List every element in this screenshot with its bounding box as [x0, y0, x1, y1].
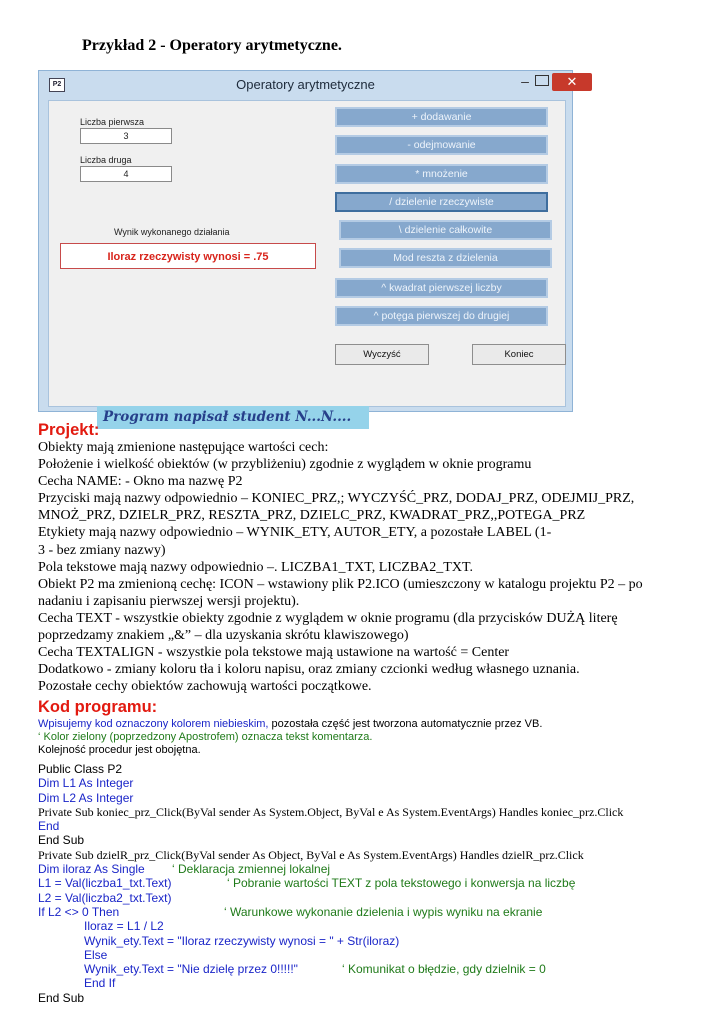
projekt-body — [38, 439, 698, 695]
app-icon: P2 — [49, 78, 65, 92]
projekt-heading: Projekt: — [38, 421, 100, 439]
code-line: Wynik_ety.Text = "Iloraz rzeczywisty wynosi = " + Str(iloraz) — [84, 933, 400, 948]
code-line: Else — [84, 947, 108, 962]
code-line: L1 = Val(liczba1_txt.Text) — [38, 876, 172, 891]
label-first-number: Liczba pierwsza — [80, 117, 145, 127]
kod-note-order: Kolejność procedur jest obojętna. — [38, 744, 201, 756]
app-window-screenshot — [38, 70, 578, 425]
kod-note-blue: Wpisujemy kod oznaczony kolorem niebieskim, — [38, 718, 269, 730]
kwadrat-prz-button[interactable]: ^ kwadrat pierwszej liczby — [335, 278, 548, 298]
wynik-ety-label: Iloraz rzeczywisty wynosi = .75 — [60, 243, 316, 269]
projekt-line: Obiekt P2 ma zmienioną cechę: ICON – wstawiony plik P2.ICO (umieszczony w katalogu projektu P2 – po — [38, 576, 643, 592]
window-client-area — [48, 100, 566, 425]
mnoz-prz-button[interactable]: * mnożenie — [335, 164, 548, 184]
code-comment: ‘ Pobranie wartości TEXT z pola tekstowego i konwersja na liczbę — [227, 876, 576, 891]
projekt-line: Cecha TEXTALIGN - wszystkie pola tekstowe mają ustawione na wartość = Center — [38, 645, 510, 661]
projekt-line: Pozostałe cechy obiektów zachowują wartości początkowe. — [38, 679, 372, 695]
code-line: Private Sub koniec_prz_Click(ByVal sender As System.Object, ByVal e As System.EventArgs) Handles koniec_prz.Click — [38, 804, 624, 819]
code-line: End If — [84, 976, 116, 991]
wyczysc-prz-button[interactable]: Wyczyść — [335, 344, 429, 365]
code-comment: ‘ Komunikat o błędzie, gdy dzielnik = 0 — [342, 962, 546, 977]
kod-note-comment: ‘ Kolor zielony (poprzedzony Apostrofem) oznacza tekst komentarza. — [38, 731, 373, 743]
code-line-group — [38, 962, 623, 976]
code-line: Private Sub dzielR_prz_Click(ByVal sender As Object, ByVal e As System.EventArgs) Handles dzielR_prz.Click — [38, 847, 584, 862]
projekt-line: nadaniu i zapisaniu pierwszej wersji projektu). — [38, 593, 300, 609]
projekt-line: poprzedzamy znakiem „&” – dla uzyskania skrótu klawiszowego) — [38, 628, 409, 644]
projekt-line: Dodatkowo - zmiany koloru tła i koloru napisu, oraz zmiany czcionki według własnego uznania. — [38, 662, 580, 678]
odejmij-prz-button[interactable]: - odejmowanie — [335, 135, 548, 155]
liczba2-txt-input[interactable]: 4 — [80, 166, 172, 182]
code-line: If L2 <> 0 Then — [38, 904, 120, 919]
code-line: End Sub — [38, 833, 85, 848]
dodaj-prz-button[interactable]: + dodawanie — [335, 107, 548, 127]
minimize-icon[interactable]: – — [521, 73, 529, 89]
projekt-line: Położenie i wielkość obiektów (w przybliżeniu) zgodnie z wyglądem w oknie programu — [38, 457, 532, 473]
kod-note-rest: pozostała część jest tworzona automatycznie przez VB. — [268, 718, 543, 730]
code-line: Dim L2 As Integer — [38, 790, 134, 805]
code-line: Wynik_ety.Text = "Nie dzielę przez 0!!!!!" — [84, 962, 298, 977]
reszta-prz-button[interactable]: Mod reszta z dzielenia — [339, 248, 552, 268]
page-title: Przykład 2 - Operatory arytmetyczne. — [82, 37, 342, 54]
code-comment: ‘ Warunkowe wykonanie dzielenia i wypis wyniku na ekranie — [224, 904, 543, 919]
projekt-line: Etykiety mają nazwy odpowiednio – WYNIK_ETY, AUTOR_ETY, a pozostałe LABEL (1- — [38, 525, 552, 541]
dzielr-prz-button[interactable]: / dzielenie rzeczywiste — [335, 192, 548, 212]
projekt-line: Cecha TEXT - wszystkie obiekty zgodnie z wyglądem w oknie programu (dla przycisków DUŻĄ literę — [38, 610, 618, 626]
autor-ety-label: Program napisał student N...N.... — [97, 406, 369, 429]
code-line: Public Class P2 — [38, 762, 123, 776]
label-result: Wynik wykonanego działania — [114, 227, 230, 237]
projekt-line: Pola tekstowe mają nazwy odpowiednio –. LICZBA1_TXT, LICZBA2_TXT. — [38, 559, 473, 575]
liczba1-txt-input[interactable]: 3 — [80, 128, 172, 144]
dzielc-prz-button[interactable]: \ dzielenie całkowite — [339, 220, 552, 240]
code-comment: ‘ Deklaracja zmiennej lokalnej — [172, 862, 331, 877]
kod-note-colors — [38, 718, 542, 732]
code-line: Dim iloraz As Single — [38, 862, 145, 877]
projekt-line: Obiekty mają zmienione następujące wartości cech: — [38, 440, 329, 455]
projekt-line: MNOŻ_PRZ, DZIELR_PRZ, RESZTA_PRZ, DZIELC_PRZ, KWADRAT_PRZ,,POTEGA_PRZ — [38, 508, 586, 524]
maximize-icon[interactable] — [535, 75, 549, 86]
projekt-line: Cecha NAME: - Okno ma nazwę P2 — [38, 474, 243, 490]
close-icon[interactable]: ✕ — [552, 73, 592, 91]
koniec-prz-button[interactable]: Koniec — [472, 344, 566, 365]
code-line-group — [38, 905, 623, 919]
code-line: Iloraz = L1 / L2 — [84, 919, 164, 934]
potega-prz-button[interactable]: ^ potęga pierwszej do drugiej — [335, 306, 548, 326]
code-line: Dim L1 As Integer — [38, 776, 134, 791]
kod-heading: Kod programu: — [38, 698, 158, 716]
code-line: L2 = Val(liczba2_txt.Text) — [38, 890, 172, 905]
code-line-group — [38, 876, 623, 890]
code-listing — [38, 762, 623, 1005]
code-line-group — [38, 862, 623, 876]
window-caption: Operatory arytmetyczne — [236, 77, 375, 92]
window-titlebar — [39, 71, 578, 99]
code-line: End Sub — [38, 990, 85, 1005]
code-line: End — [38, 819, 60, 834]
projekt-line: Przyciski mają nazwy odpowiednio – KONIEC_PRZ,; WYCZYŚĆ_PRZ, DODAJ_PRZ, ODEJMIJ_PRZ, — [38, 491, 635, 507]
label-second-number: Liczba druga — [80, 155, 132, 165]
projekt-line: 3 - bez zmiany nazwy) — [38, 542, 166, 558]
